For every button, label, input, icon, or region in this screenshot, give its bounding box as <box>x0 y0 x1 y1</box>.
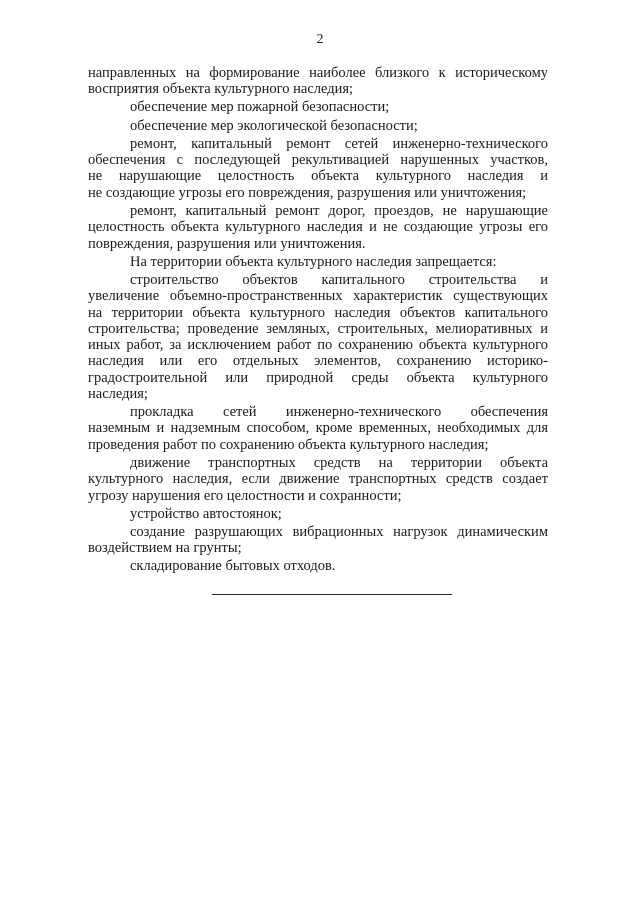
paragraph <box>88 99 548 115</box>
text-line: на территории объекта культурного наследия объектов капитального <box>88 304 548 321</box>
text-line: создание разрушающих вибрационных нагрузок динамическим <box>130 523 548 540</box>
text-line: повреждения, разрушения или уничтожения. <box>88 235 366 252</box>
text-line: строительство объектов капитального строительства и <box>130 271 548 288</box>
paragraph <box>88 203 548 252</box>
text-line: движение транспортных средств на территории объекта <box>130 454 548 471</box>
text-line: не создающие угрозы его повреждения, разрушения или уничтожения; <box>88 184 527 201</box>
text-line: На территории объекта культурного наследия запрещается: <box>130 253 497 270</box>
text-line: восприятия объекта культурного наследия; <box>88 81 354 98</box>
paragraph <box>88 506 548 522</box>
text-line: складирование бытовых отходов. <box>130 558 336 575</box>
text-line: устройство автостоянок; <box>130 505 282 522</box>
text-line: не нарушающие целостность объекта культурного наследия и <box>88 168 548 185</box>
text-line: проведения работ по сохранению объекта культурного наследия; <box>88 436 489 453</box>
text-line: ремонт, капитальный ремонт сетей инженерно-технического <box>130 135 548 152</box>
text-line: наследия; <box>88 385 148 402</box>
text-line: наземным и надземным способом, кроме временных, необходимых для <box>88 420 548 437</box>
paragraph-continuation <box>88 65 548 98</box>
text-line: обеспечения с последующей рекультивацией нарушенных участков, <box>88 152 548 169</box>
text-line: строительства; проведение земляных, строительных, мелиоративных и <box>88 320 548 337</box>
paragraph <box>88 272 548 402</box>
document-body <box>88 65 548 575</box>
end-of-text-rule <box>212 594 452 595</box>
paragraph <box>88 558 548 574</box>
text-line: обеспечение мер пожарной безопасности; <box>130 99 390 116</box>
text-line: прокладка сетей инженерно-технического обеспечения <box>130 404 548 421</box>
page-number: 2 <box>316 32 324 47</box>
text-line: иных работ, за исключением работ по сохранению объекта культурного <box>88 337 548 354</box>
text-line: целостность объекта культурного наследия и не создающие угрозы его <box>88 219 548 236</box>
text-line: воздействием на грунты; <box>88 540 242 557</box>
paragraph <box>88 118 548 134</box>
text-line: культурного наследия, если движение транспортных средств создает <box>88 471 548 488</box>
text-line: увеличение объемно-пространственных характеристик существующих <box>88 288 548 305</box>
paragraph <box>88 136 548 201</box>
text-line: обеспечение мер экологической безопасности; <box>130 117 418 134</box>
paragraph <box>88 524 548 557</box>
text-line: направленных на формирование наиболее близкого к историческому <box>88 65 548 81</box>
paragraph <box>88 404 548 453</box>
text-line: градостроительной или природной среды объекта культурного <box>88 369 548 386</box>
paragraph <box>88 254 548 270</box>
text-line: угрозу нарушения его целостности и сохранности; <box>88 487 402 504</box>
text-line: наследия или его отдельных элементов, сохранению историко- <box>88 353 548 370</box>
text-line: ремонт, капитальный ремонт дорог, проездов, не нарушающие <box>130 202 548 219</box>
paragraph <box>88 455 548 504</box>
